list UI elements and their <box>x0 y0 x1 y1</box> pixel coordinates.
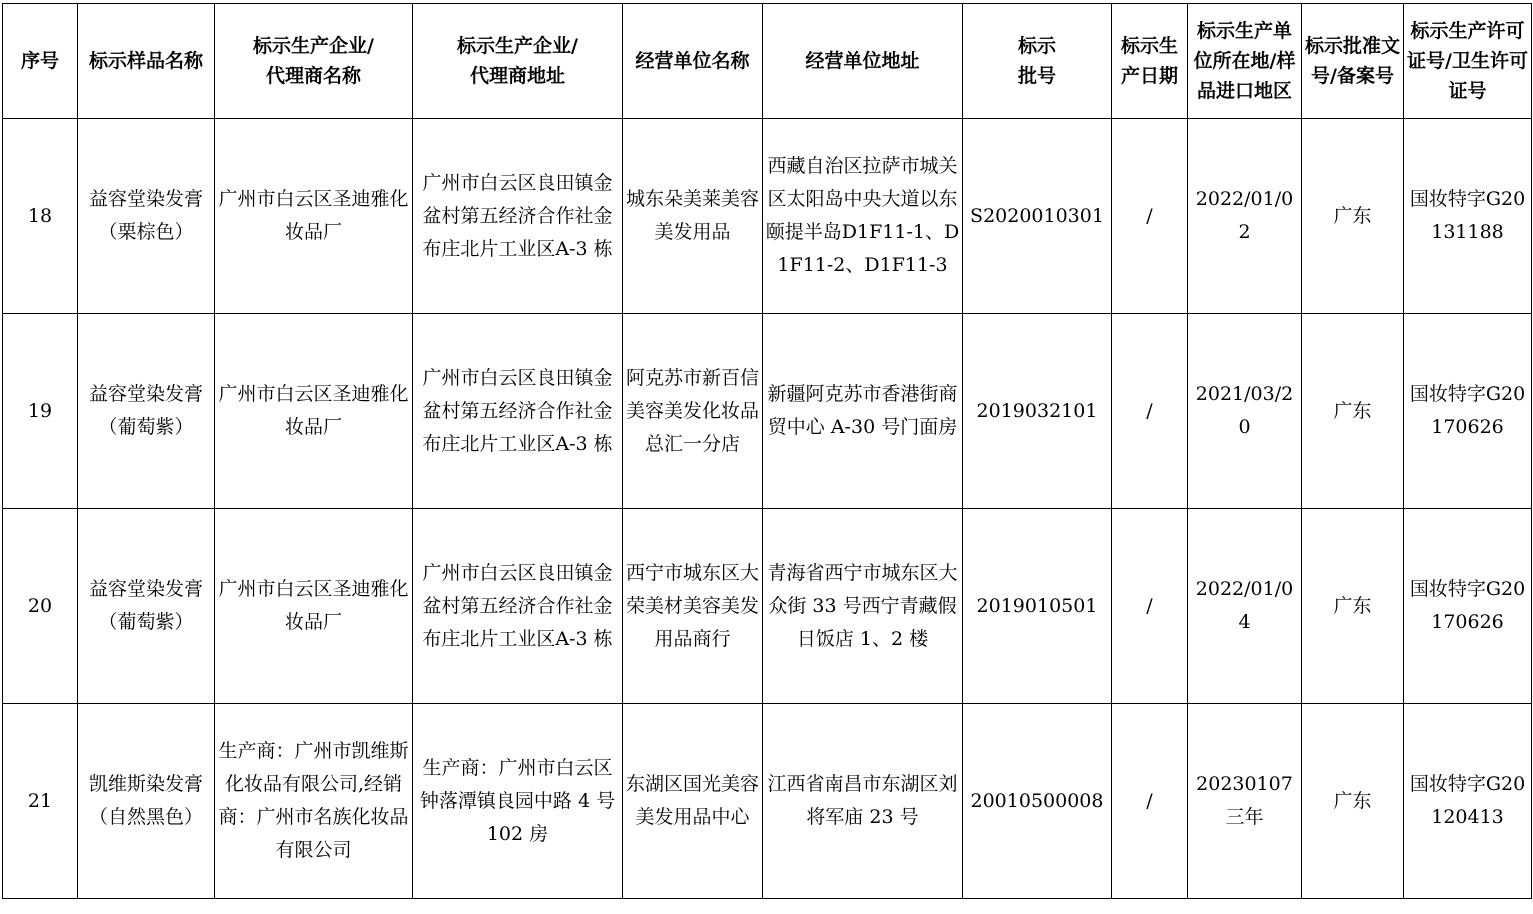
cell-origin: 2022/01/04 <box>1188 509 1302 704</box>
header-license-no: 标示生产许可证号/卫生许可证号 <box>1404 4 1532 119</box>
cell-batch-no: S2020010301 <box>963 119 1112 314</box>
cell-seq: 18 <box>3 119 78 314</box>
cell-batch-no: 2019010501 <box>963 509 1112 704</box>
header-production-date: 标示生产日期 <box>1112 4 1188 119</box>
cell-seq: 20 <box>3 509 78 704</box>
cell-sample-name: 益容堂染发膏（葡萄紫） <box>78 314 215 509</box>
header-dealer-address: 经营单位地址 <box>763 4 963 119</box>
cell-dealer-name: 东湖区国光美容美发用品中心 <box>623 704 763 899</box>
cell-dealer-name: 城东朵美莱美容美发用品 <box>623 119 763 314</box>
cell-origin: 20230107三年 <box>1188 704 1302 899</box>
header-seq: 序号 <box>3 4 78 119</box>
inspection-results-table <box>2 3 1532 899</box>
cell-origin: 2021/03/20 <box>1188 314 1302 509</box>
table-row <box>3 509 1532 704</box>
cell-dealer-address: 西藏自治区拉萨市城关区太阳岛中央大道以东颐提半岛D1F11-1、D1F11-2、D1F11-3 <box>763 119 963 314</box>
cell-approval-no: 广东 <box>1302 704 1404 899</box>
cell-license-no: 国妆特字G20131188 <box>1404 119 1532 314</box>
cell-license-no: 国妆特字G20170626 <box>1404 314 1532 509</box>
cell-producer-name: 广州市白云区圣迪雅化妆品厂 <box>215 314 413 509</box>
cell-producer-address: 广州市白云区良田镇金盆村第五经济合作社金布庄北片工业区A-3 栋 <box>413 314 623 509</box>
table-row <box>3 314 1532 509</box>
cell-sample-name: 益容堂染发膏（栗棕色） <box>78 119 215 314</box>
cell-dealer-address: 新疆阿克苏市香港街商贸中心 A-30 号门面房 <box>763 314 963 509</box>
cell-seq: 21 <box>3 704 78 899</box>
header-producer-name: 标示生产企业/代理商名称 <box>215 4 413 119</box>
header-sample-name: 标示样品名称 <box>78 4 215 119</box>
header-dealer-name: 经营单位名称 <box>623 4 763 119</box>
table-row <box>3 119 1532 314</box>
cell-approval-no: 广东 <box>1302 119 1404 314</box>
header-row <box>3 4 1532 119</box>
cell-production-date: / <box>1112 314 1188 509</box>
header-approval-no: 标示批准文号/备案号 <box>1302 4 1404 119</box>
cell-approval-no: 广东 <box>1302 314 1404 509</box>
header-batch-no: 标示批号 <box>963 4 1112 119</box>
cell-dealer-name: 西宁市城东区大荣美材美容美发用品商行 <box>623 509 763 704</box>
cell-seq: 19 <box>3 314 78 509</box>
cell-dealer-name: 阿克苏市新百信美容美发化妆品总汇一分店 <box>623 314 763 509</box>
cell-producer-address: 广州市白云区良田镇金盆村第五经济合作社金布庄北片工业区A-3 栋 <box>413 509 623 704</box>
table-row <box>3 704 1532 899</box>
cell-producer-name: 广州市白云区圣迪雅化妆品厂 <box>215 509 413 704</box>
cell-batch-no: 2019032101 <box>963 314 1112 509</box>
cell-license-no: 国妆特字G20170626 <box>1404 509 1532 704</box>
cell-production-date: / <box>1112 119 1188 314</box>
cell-production-date: / <box>1112 704 1188 899</box>
cell-producer-name: 生产商：广州市凯维斯化妆品有限公司,经销商：广州市名族化妆品有限公司 <box>215 704 413 899</box>
cell-dealer-address: 江西省南昌市东湖区刘将军庙 23 号 <box>763 704 963 899</box>
cell-producer-name: 广州市白云区圣迪雅化妆品厂 <box>215 119 413 314</box>
cell-sample-name: 凯维斯染发膏（自然黑色） <box>78 704 215 899</box>
cell-dealer-address: 青海省西宁市城东区大众街 33 号西宁青藏假日饭店 1、2 楼 <box>763 509 963 704</box>
cell-batch-no: 20010500008 <box>963 704 1112 899</box>
cell-origin: 2022/01/02 <box>1188 119 1302 314</box>
header-producer-address: 标示生产企业/代理商地址 <box>413 4 623 119</box>
cell-producer-address: 生产商：广州市白云区钟落潭镇良园中路 4 号102 房 <box>413 704 623 899</box>
cell-approval-no: 广东 <box>1302 509 1404 704</box>
cell-production-date: / <box>1112 509 1188 704</box>
header-origin: 标示生产单位所在地/样品进口地区 <box>1188 4 1302 119</box>
cell-producer-address: 广州市白云区良田镇金盆村第五经济合作社金布庄北片工业区A-3 栋 <box>413 119 623 314</box>
cell-sample-name: 益容堂染发膏（葡萄紫） <box>78 509 215 704</box>
cell-license-no: 国妆特字G20120413 <box>1404 704 1532 899</box>
